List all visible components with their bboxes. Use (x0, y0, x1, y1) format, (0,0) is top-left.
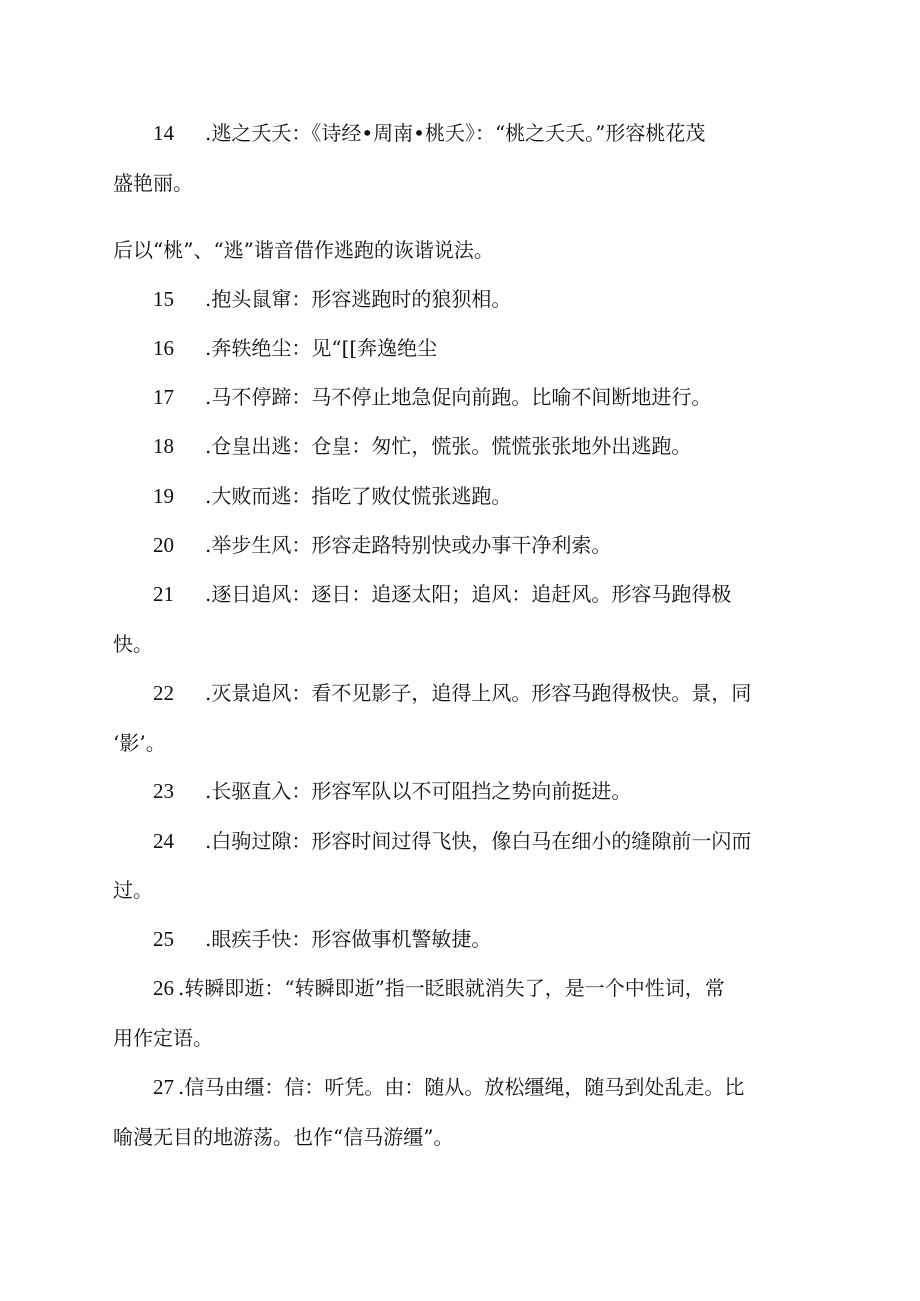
entry-number: 15 (153, 287, 174, 311)
entry-text: .仓皇出逃：仓皇：匆忙，慌张。慌慌张张地外出逃跑。 (205, 434, 692, 458)
entry-number: 18 (153, 434, 174, 458)
entry-text-continuation: 喻漫无目的地游荡。也作“信马游缰”。 (113, 1125, 454, 1149)
entry-text: .奔轶绝尘：见“[[奔逸绝尘 (205, 336, 438, 360)
entry-number: 23 (153, 779, 174, 803)
entry-number: 20 (153, 533, 174, 557)
entry-number: 22 (153, 681, 174, 705)
entry-text: .信马由缰：信：听凭。由：随从。放松缰绳，随马到处乱走。比 (178, 1075, 745, 1099)
entry-text: .眼疾手快：形容做事机警敏捷。 (205, 927, 492, 951)
entry-text: .逐日追风：逐日：追逐太阳；追风：追赶风。形容马跑得极 (205, 582, 732, 606)
entry-number: 14 (153, 121, 174, 145)
entry-number: 16 (153, 336, 174, 360)
entry-text-continuation: ‘影’。 (113, 731, 166, 755)
entry-text: .白驹过隙：形容时间过得飞快，像白马在细小的缝隙前一闪而 (205, 829, 752, 853)
entry-number: 27 (153, 1075, 174, 1099)
entry-text: .逃之夭夭：《诗经•周南•桃夭》：“桃之夭夭。”形容桃花茂 (205, 121, 706, 145)
note-text: 后以“桃”、“逃”谐音借作逃跑的诙谐说法。 (113, 238, 494, 262)
entry-number: 24 (153, 829, 174, 853)
entry-number: 26 (153, 976, 174, 1000)
entry-number: 17 (153, 385, 174, 409)
entry-text: .抱头鼠窜：形容逃跑时的狼狈相。 (205, 287, 512, 311)
entry-text: .举步生风：形容走路特别快或办事干净利索。 (205, 533, 612, 557)
entry-text: .长驱直入：形容军队以不可阻挡之势向前挺进。 (205, 779, 632, 803)
entry-text: .马不停蹄：马不停止地急促向前跑。比喻不间断地进行。 (205, 385, 712, 409)
entry-text: .大败而逃：指吃了败仗慌张逃跑。 (205, 484, 512, 508)
entry-text-continuation: 过。 (113, 878, 153, 902)
entry-text: .转瞬即逝：“转瞬即逝”指一眨眼就消失了，是一个中性词，常 (178, 976, 725, 1000)
entry-text-continuation: 盛艳丽。 (113, 171, 193, 195)
entry-text-continuation: 快。 (113, 632, 153, 656)
entry-number: 21 (153, 582, 174, 606)
entry-number: 19 (153, 484, 174, 508)
entry-number: 25 (153, 927, 174, 951)
entry-text: .灭景追风：看不见影子，追得上风。形容马跑得极快。景，同 (205, 681, 752, 705)
entry-text-continuation: 用作定语。 (113, 1026, 213, 1050)
